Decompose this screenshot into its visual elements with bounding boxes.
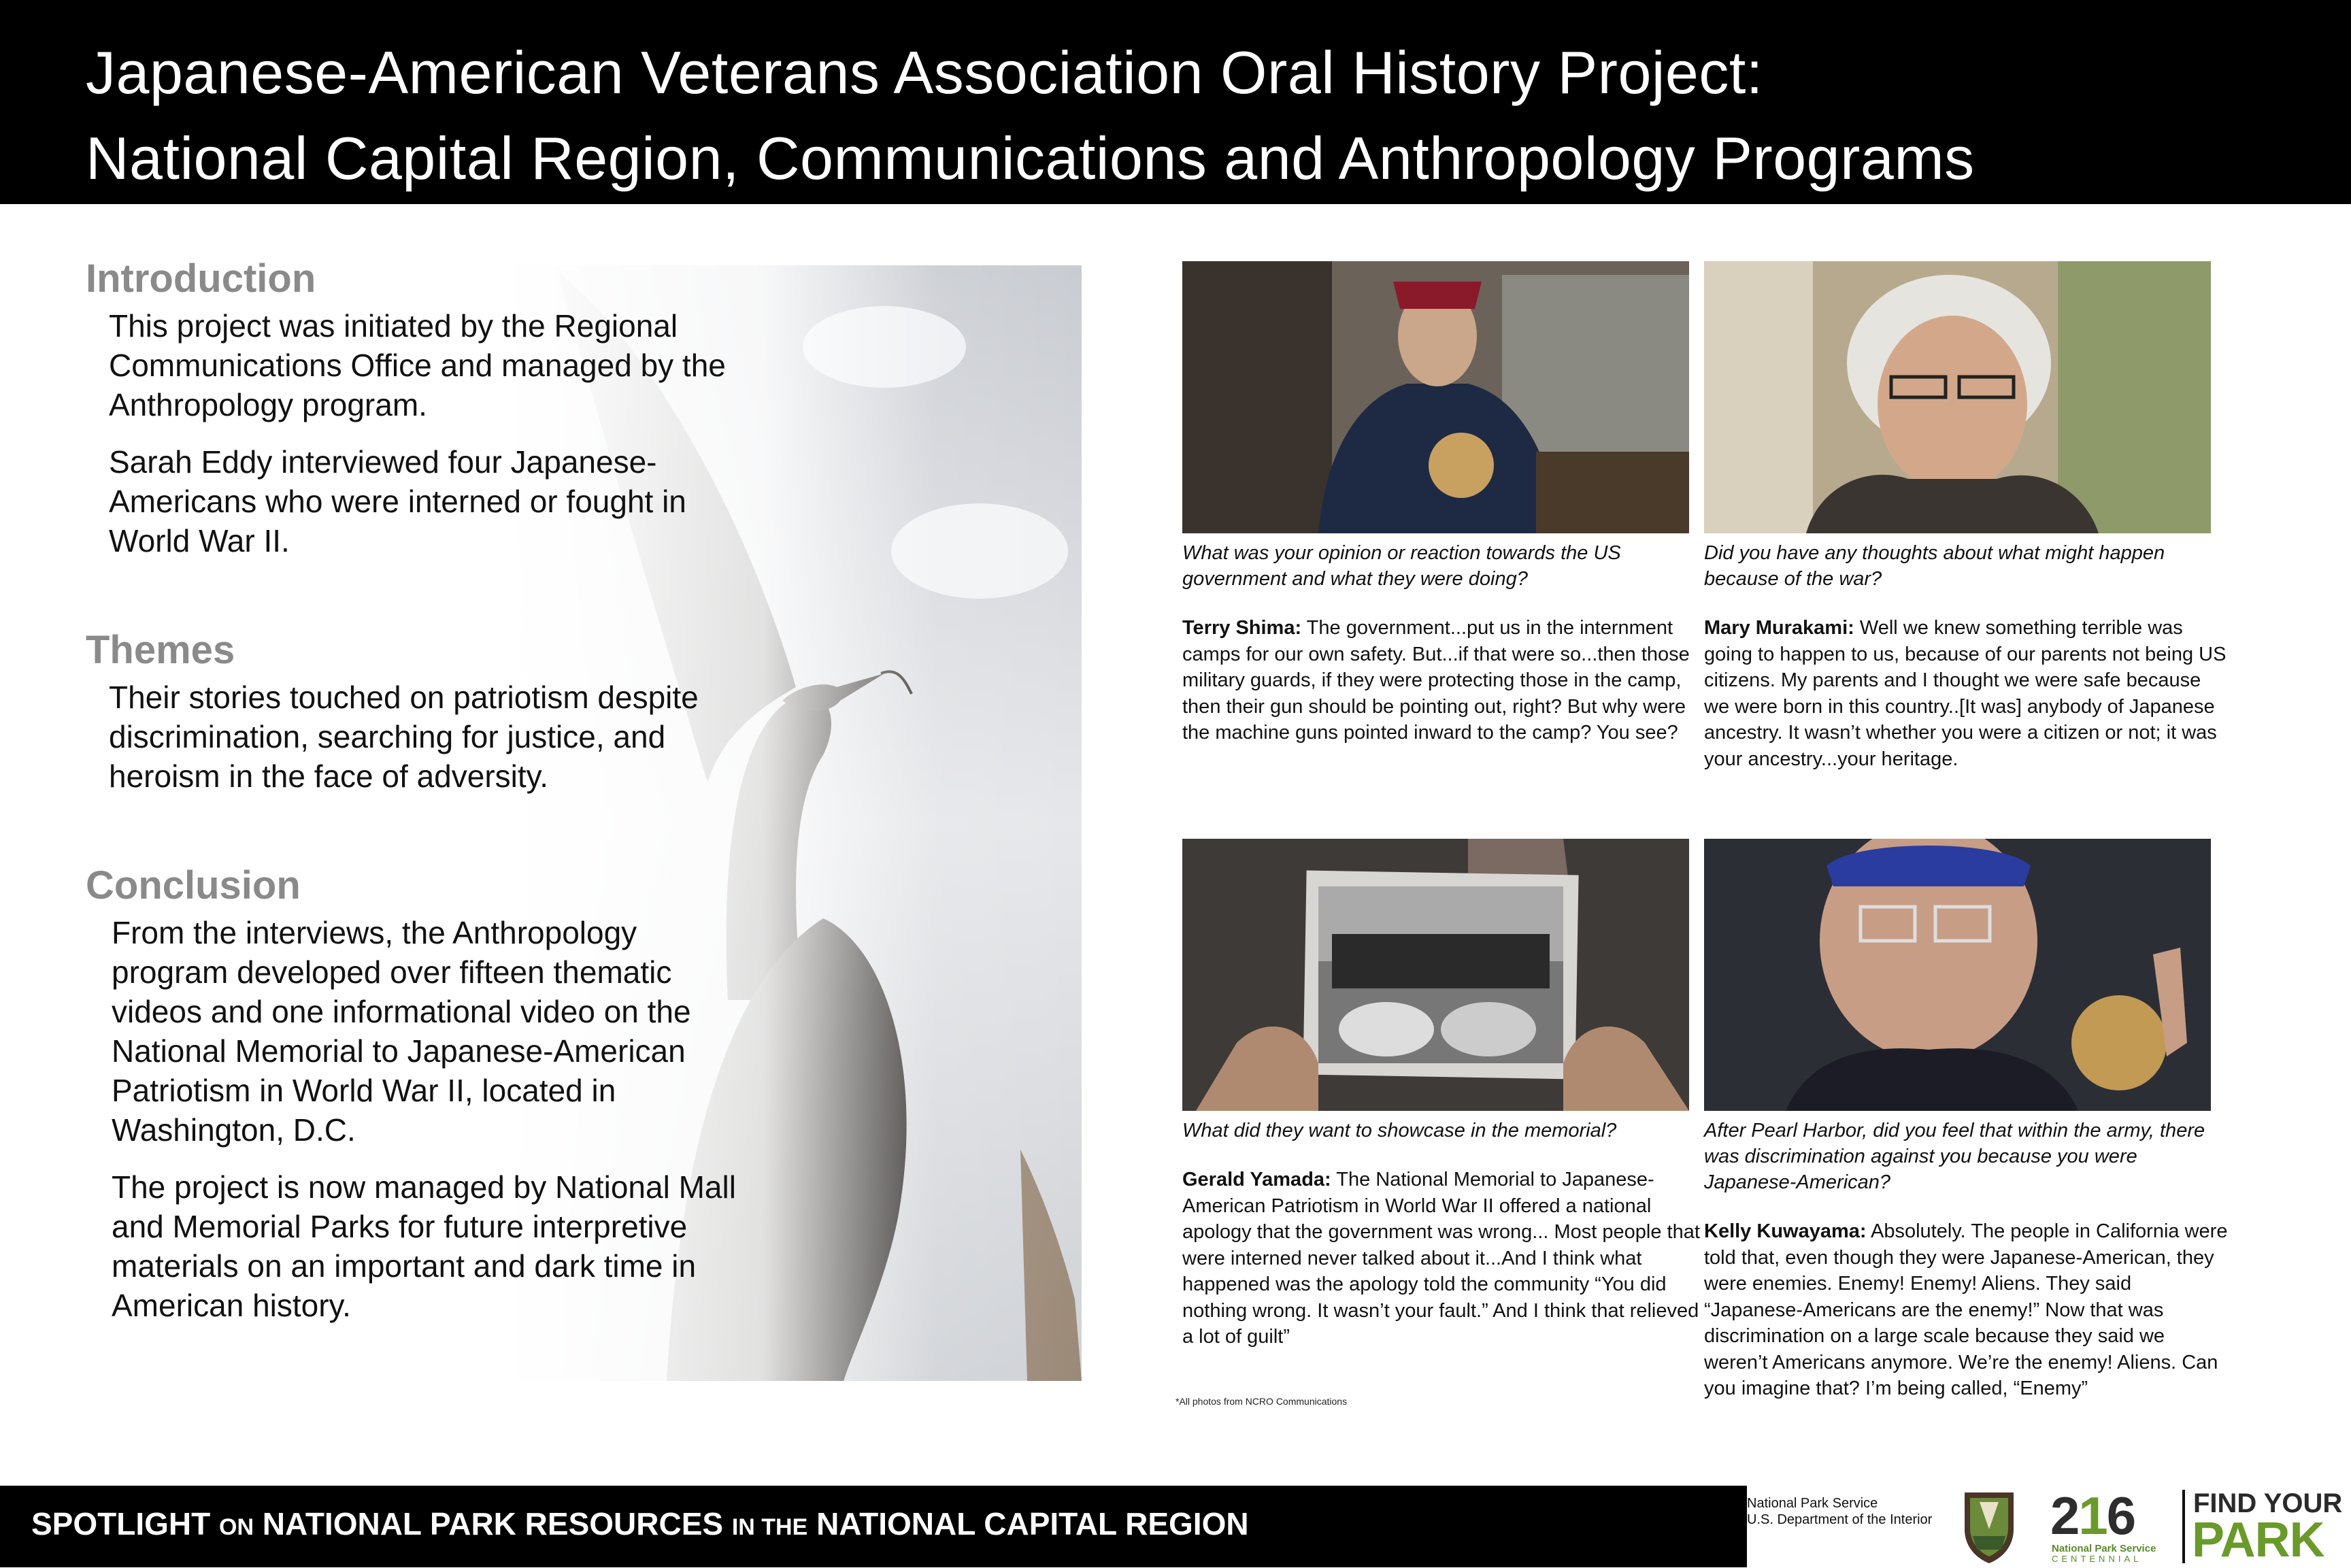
conclusion-section [86, 858, 739, 1325]
year-digit-2: 2 [2050, 1486, 2079, 1546]
find-your-text: FIND YOUR [2193, 1488, 2343, 1518]
answer-1 [1182, 615, 1710, 746]
tagline-spotlight: SPOTLIGHT [31, 1506, 211, 1541]
introduction-heading: Introduction [86, 256, 316, 301]
spotlight-tagline [31, 1497, 1249, 1554]
speaker-name-1: Terry Shima: [1182, 617, 1302, 639]
poster-title [86, 30, 1975, 201]
nps-branding [1747, 1486, 2351, 1567]
question-1: What was your opinion or reaction towards the US government and what they were doing? [1182, 542, 1621, 590]
answer-text-4: Absolutely. The people in California were told that, even though they were Japanese-American, they were enemies. Enemy! Enemy! Aliens. They said “Japanese-Americans are the enemy!” Now that was discrimination on a large scale because they said we weren’t Americans anymore. We’re the enemy! Aliens. Can you imagine that? I’m being called, “Enemy” [1704, 1220, 2228, 1399]
conclusion-heading: Conclusion [86, 863, 301, 907]
interview-panel-2 [1704, 261, 2231, 772]
conclusion-paragraph-2: The project is now managed by National Mall and Memorial Parks for future interpretive materials on an important and dark time in American history. [112, 1169, 736, 1323]
question-3: What did they want to showcase in the memorial? [1182, 1120, 1617, 1141]
park-text: PARK [2192, 1513, 2324, 1567]
question-4: After Pearl Harbor, did you feel that within the army, there was discrimination against you because you were Japanese-American? [1704, 1120, 2205, 1193]
themes-heading: Themes [86, 628, 235, 672]
speaker-name-2: Mary Murakami: [1704, 617, 1854, 639]
photo-credit: *All photos from NCRO Communications [1176, 1396, 1348, 1407]
logo-divider [2182, 1490, 2185, 1563]
photo-kelly-kuwayama [1704, 839, 2211, 1111]
year-digit-1-arrowhead: 1 [2078, 1486, 2107, 1546]
nps-line-1: National Park Service [1747, 1496, 1878, 1511]
centennial-line-1: National Park Service [2052, 1543, 2156, 1554]
nps-arrowhead-icon [1959, 1488, 2019, 1565]
nps-agency-text [1747, 1495, 1932, 1528]
year-digit-6: 6 [2106, 1486, 2135, 1546]
photo-gerald-yamada [1182, 839, 1689, 1111]
answer-text-3: The National Memorial to Japanese-American Patriotism in World War II offered a national apology that the government was wrong... Most people that were interned never talked about it...And I think what happened was the apology told the community “You did nothing wrong. It wasn’t your fault.” And I think that relieved a lot of guilt” [1182, 1169, 1700, 1348]
tagline-in-the: IN THE [731, 1514, 808, 1540]
tagline-region: NATIONAL CAPITAL REGION [816, 1506, 1249, 1541]
question-2: Did you have any thoughts about what might happen because of the war? [1704, 542, 2165, 590]
tagline-on: ON [219, 1514, 254, 1540]
introduction-paragraph-2: Sarah Eddy interviewed four Japanese-Americans who were interned or fought in World War II. [109, 444, 686, 558]
answer-4 [1704, 1218, 2231, 1402]
left-column [86, 252, 739, 1343]
answer-text-1: The government...put us in the internment camps for our own safety. But...if that were so...then those military guards, if they were protecting those in the camp, then their gun should be pointing out, right? But why were the machine guns pointed inward to the camp? You see? [1182, 617, 1690, 744]
answer-2 [1704, 615, 2231, 772]
answer-3 [1182, 1167, 1710, 1350]
centennial-2016-logo [2050, 1486, 2135, 1546]
tagline-resources: NATIONAL PARK RESOURCES [262, 1506, 724, 1541]
interview-panel-3 [1182, 839, 1710, 1350]
introduction-section [86, 252, 739, 561]
themes-paragraph: Their stories touched on patriotism despite discrimination, searching for justice, and heroism in the face of adversity. [109, 680, 699, 794]
introduction-paragraph-1: This project was initiated by the Regional Communications Office and managed by the Anthropology program. [109, 308, 726, 422]
title-line-2: National Capital Region, Communications and Anthropology Programs [86, 124, 1975, 192]
centennial-line-2: CENTENNIAL [2052, 1554, 2142, 1564]
interview-panel-1 [1182, 261, 1710, 746]
photo-terry-shima [1182, 261, 1689, 533]
speaker-name-3: Gerald Yamada: [1182, 1169, 1331, 1190]
nps-line-2: U.S. Department of the Interior [1747, 1512, 1933, 1527]
answer-text-2: Well we knew something terrible was going to happen to us, because of our parents not being US citizens. My parents and I thought we were safe because we were born in this country..[It was] anybody of Japanese ancestry. It wasn’t whether you were a citizen or not; it was your ancestry...your heritage. [1704, 617, 2227, 770]
title-line-1: Japanese-American Veterans Association Oral History Project: [86, 39, 1763, 106]
conclusion-paragraph-1: From the interviews, the Anthropology program developed over fifteen thematic videos and one informational video on the National Memorial to Japanese-American Patriotism in World War II, located in Washington, D.C. [112, 915, 691, 1148]
themes-section [86, 623, 739, 796]
title-banner [0, 0, 2351, 204]
photo-mary-murakami [1704, 261, 2211, 533]
interview-panel-4 [1704, 839, 2231, 1402]
speaker-name-4: Kelly Kuwayama: [1704, 1220, 1867, 1242]
